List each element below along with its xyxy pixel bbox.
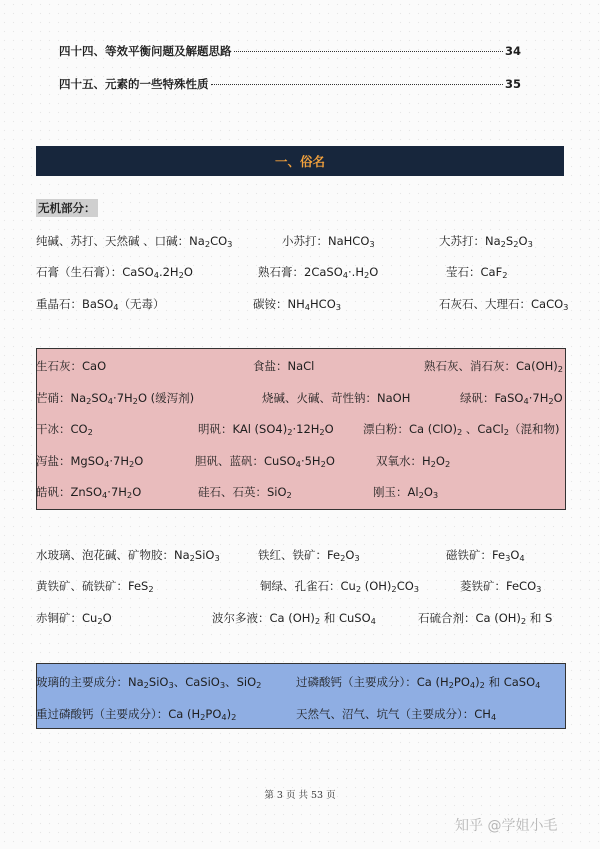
formula-entry: 铜绿、孔雀石：$Cu_2$ $(OH)_2CO_3$: [260, 579, 420, 595]
formula-entry: 铁红、铁矿：$Fe_2O_3$: [258, 548, 360, 564]
formula-entry: 石硫合剂：Ca $(OH)_2$ 和 S: [418, 611, 553, 627]
formula-entry: 漂白粉：Ca $(ClO)_2$ 、CaCl$_2$（混和物): [363, 422, 560, 438]
formula-entry: 大苏打：$Na_2S_2O_3$: [439, 234, 533, 250]
formula-entry: 双氧水：$H_2O_2$: [376, 454, 451, 470]
formula-entry: 皓矾：$ZnSO_4\cdot 7H_2O$: [36, 485, 142, 501]
toc-title: 四十五、元素的一些特殊性质: [59, 77, 209, 91]
formula-entry: 干冰：$CO_2$: [36, 422, 93, 438]
formula-entry: 黄铁矿、硫铁矿：FeS$_2$: [36, 579, 154, 595]
formula-entry: 生石灰：CaO: [36, 359, 107, 373]
formula-entry: 刚玉：$Al_2O_3$: [373, 485, 439, 501]
formula-entry: 食盐：NaCl: [253, 359, 315, 373]
formula-entry: 熟石膏：$2CaSO_4\cdot.H_2O$: [258, 265, 379, 281]
formula-entry: 绿矾：$FaSO_4\cdot 7H_2O$: [460, 391, 563, 407]
formula-entry: 重过磷酸钙（主要成分）：Ca $(H_2PO_4)_2$: [36, 707, 237, 723]
formula-entry: 赤铜矿：$Cu_2O$: [36, 611, 112, 627]
formula-entry: 过磷酸钙（主要成分）：Ca $(H_2PO_4)_2$ 和 CaSO$_4$: [296, 675, 541, 691]
toc-row-44[interactable]: [59, 43, 521, 61]
formula-entry: 菱铁矿：FeCO$_3$: [460, 579, 542, 595]
formula-entry: 波尔多液：Ca $(OH)_2$ 和 CuSO$_4$: [212, 611, 376, 627]
section-title: 一、俗名: [274, 154, 325, 169]
formula-entry: 莹石：CaF$_2$: [446, 265, 508, 281]
formula-entry: 玻璃的主要成分：$Na_2SiO_3$、CaSiO$_3$、SiO$_2$: [36, 675, 262, 691]
formula-entry: 磁铁矿：$Fe_3O_4$: [446, 548, 525, 564]
toc-leader-dots: [211, 84, 503, 85]
toc-title: 四十四、等效平衡问题及解题思路: [59, 44, 232, 58]
formula-entry: 碳铵：$NH_4HCO_3$: [253, 297, 342, 313]
page-footer: 第 3 页 共 53 页: [264, 790, 336, 801]
formula-entry: 明矾：KAl $(SO4)_2\cdot 12H_2O$: [198, 422, 334, 438]
formula-entry: 硅石、石英：SiO$_2$: [198, 485, 292, 501]
formula-entry: 石灰石、大理石：CaCO$_3$: [439, 297, 569, 313]
formula-entry: 石膏（生石膏）：$CaSO_4.2H_2O$: [36, 265, 193, 281]
section-banner: [36, 146, 564, 176]
formula-entry: 纯碱、苏打、天然碱 、口碱：$Na_2CO_3$: [36, 234, 233, 250]
watermark: 知乎 @学姐小毛: [455, 818, 558, 834]
formula-entry: 小苏打：NaHCO$_3$: [282, 234, 375, 250]
toc-row-45[interactable]: [59, 76, 521, 94]
toc-page-number: 34: [504, 44, 521, 58]
formula-entry: 泻盐：$MgSO_4\cdot 7H_2O$: [36, 454, 144, 470]
formula-entry: 天然气、沼气、坑气（主要成分）：$CH_4$: [296, 707, 497, 723]
formula-entry: 熟石灰、消石灰：$Ca(OH)_2$: [424, 359, 564, 375]
formula-entry: 芒硝：$Na_2SO_4\cdot 7H_2O$ (缓泻剂): [36, 391, 195, 407]
subsection-heading: 无机部分：: [38, 201, 96, 215]
formula-entry: 水玻璃、泡花碱、矿物胶：$Na_2SiO_3$: [36, 548, 220, 564]
formula-entry: 胆矾、蓝矾：$CuSO_4\cdot 5H_2O$: [195, 454, 335, 470]
toc-page-number: 35: [504, 77, 521, 91]
formula-entry: 烧碱、火碱、苛性钠：NaOH: [262, 391, 411, 405]
formula-entry: 重晶石：BaSO$_4$（无毒）: [36, 297, 165, 313]
toc-leader-dots: [234, 51, 503, 52]
